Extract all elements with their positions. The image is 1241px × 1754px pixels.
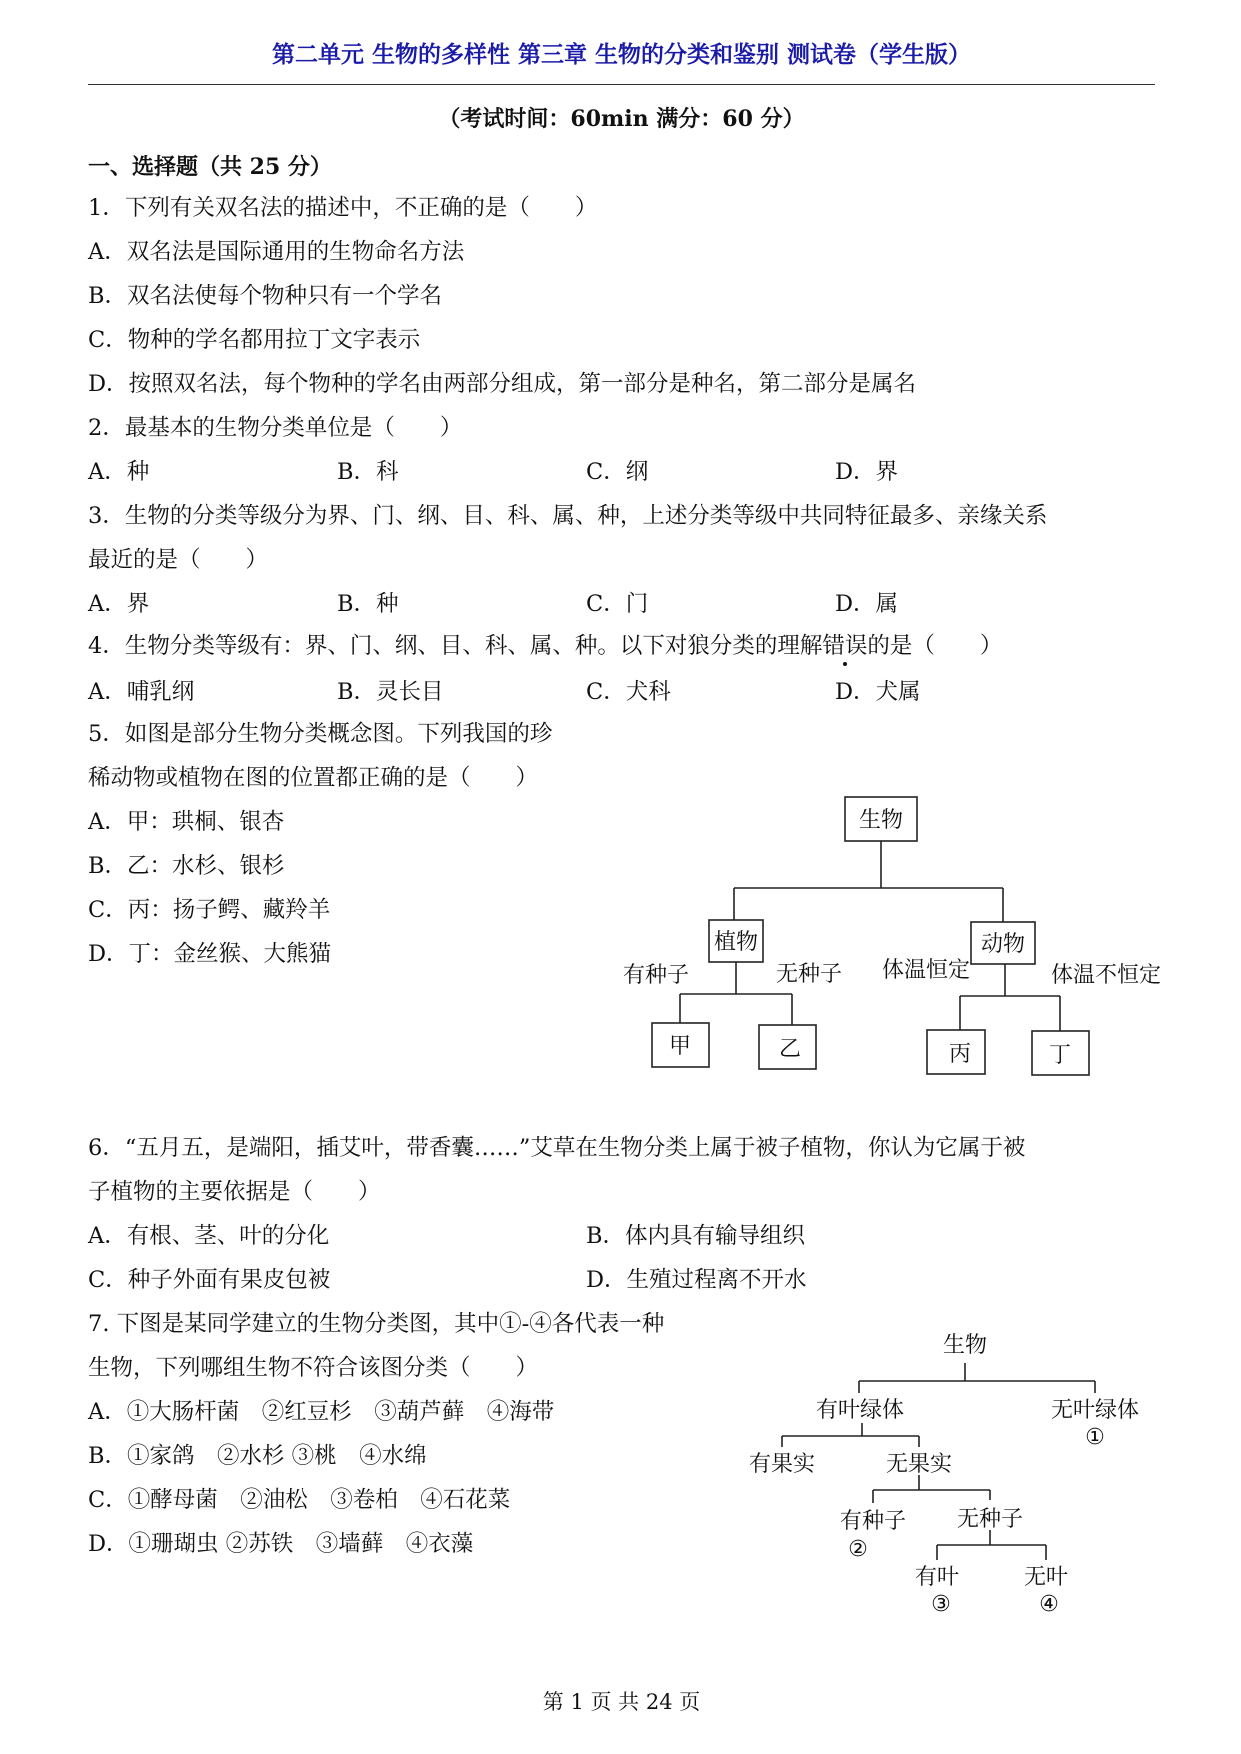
question-7-stem-line1: 7. 下图是某同学建立的生物分类图，其中①-④各代表一种 (88, 1311, 665, 1337)
question-5-option-b: B．乙：水杉、银杉 (88, 853, 285, 879)
question-6-option-b: B．体内具有输导组织 (586, 1223, 806, 1249)
question-5-stem-line2: 稀动物或植物在图的位置都正确的是（ ） (88, 765, 539, 791)
diagram1-plant-label: 植物 (713, 930, 759, 955)
question-3-option-d: D．属 (835, 591, 899, 617)
diagram2-noleaf-label: 无叶 (1023, 1565, 1069, 1590)
question-1-stem: 1．下列有关双名法的描述中，不正确的是（ ） (88, 195, 598, 221)
question-5-option-a: A．甲：珙桐、银杏 (88, 809, 285, 835)
diagram1-var-temp-label: 体温不恒定 (1050, 963, 1162, 988)
question-7-stem-line2: 生物，下列哪组生物不符合该图分类（ ） (88, 1355, 539, 1381)
diagram1-jia-label: 甲 (668, 1034, 692, 1059)
question-3-option-c: C．门 (586, 591, 649, 617)
diagram2-root-label: 生物 (942, 1333, 988, 1358)
diagram1-animal-label: 动物 (980, 932, 1026, 957)
question-5-option-c: C．丙：扬子鳄、藏羚羊 (88, 897, 331, 923)
question-1-option-a: A．双名法是国际通用的生物命名方法 (88, 239, 465, 265)
question-7-option-b: B．①家鸽 ②水杉 ③桃 ④水绵 (88, 1443, 427, 1469)
diagram2-marker-2: ② (848, 1537, 868, 1562)
diagram2-nochloro-label: 无叶绿体 (1050, 1398, 1140, 1423)
question-4-emphasis: 错误 (822, 633, 868, 659)
question-1-option-b: B．双名法使每个物种只有一个学名 (88, 283, 443, 309)
diagram2-leaf-label: 有叶 (914, 1565, 960, 1590)
question-2-option-c: C．纲 (586, 459, 649, 485)
section-title: 一、选择题（共 25 分） (88, 154, 332, 180)
question-3-option-b: B．种 (337, 591, 399, 617)
diagram1-root-label: 生物 (858, 808, 904, 833)
question-4-option-a: A．哺乳纲 (88, 679, 195, 705)
question-7-option-d: D．①珊瑚虫 ②苏铁 ③墙藓 ④衣藻 (88, 1531, 474, 1557)
question-6-option-c: C．种子外面有果皮包被 (88, 1267, 331, 1293)
diagram1-const-temp-label: 体温恒定 (881, 958, 971, 983)
question-2-stem: 2．最基本的生物分类单位是（ ） (88, 415, 463, 441)
question-3-stem-line2: 最近的是（ ） (88, 547, 269, 573)
question-4-stem-part2: 的是（ ） (867, 633, 1003, 659)
diagram1-yi-label: 乙 (778, 1037, 802, 1062)
page-footer: 第 1 页 共 24 页 (542, 1690, 701, 1714)
diagram2-seed-label: 有种子 (839, 1509, 907, 1534)
diagram2-fruit-label: 有果实 (748, 1452, 816, 1477)
diagram2-marker-3: ③ (931, 1592, 951, 1617)
diagram1-bing-label: 丙 (948, 1042, 972, 1067)
question-6-option-d: D．生殖过程离不开水 (586, 1267, 807, 1293)
question-5-option-d: D．丁：金丝猴、大熊猫 (88, 941, 332, 967)
diagram2-noseed-label: 无种子 (956, 1507, 1024, 1532)
question-1-option-c: C．物种的学名都用拉丁文字表示 (88, 327, 421, 353)
question-6-option-a: A．有根、茎、叶的分化 (88, 1223, 330, 1249)
question-6-stem-line1: 6．“五月五，是端阳，插艾叶，带香囊……”艾草在生物分类上属于被子植物，你认为它属于被 (88, 1135, 1026, 1161)
question-2-option-b: B．科 (337, 459, 399, 485)
exam-info: （考试时间：60min 满分：60 分） (438, 106, 805, 132)
question-6-stem-line2: 子植物的主要依据是（ ） (88, 1179, 381, 1205)
diagram2-marker-1: ① (1085, 1425, 1105, 1450)
question-4-option-c: C．犬科 (586, 679, 671, 705)
question-4-option-d: D．犬属 (835, 679, 921, 705)
question-3-option-a: A．界 (88, 591, 150, 617)
question-1-option-d: D．按照双名法，每个物种的学名由两部分组成，第一部分是种名，第二部分是属名 (88, 371, 917, 397)
diagram1-seed-label: 有种子 (622, 963, 690, 988)
question-3-stem-line1: 3．生物的分类等级分为界、门、纲、目、科、属、种，上述分类等级中共同特征最多、亲缘关系 (88, 503, 1048, 529)
diagram2-chloro-label: 有叶绿体 (815, 1398, 905, 1423)
question-2-option-d: D．界 (835, 459, 899, 485)
question-5-stem-line1: 5．如图是部分生物分类概念图。下列我国的珍 (88, 721, 553, 747)
document-header: 第二单元 生物的多样性 第三章 生物的分类和鉴别 测试卷（学生版） (271, 42, 972, 68)
question-7-option-c: C．①酵母菌 ②油松 ③卷柏 ④石花菜 (88, 1487, 511, 1513)
question-7-option-a: A．①大肠杆菌 ②红豆杉 ③葫芦藓 ④海带 (88, 1399, 555, 1425)
diagram1-noseed-label: 无种子 (775, 962, 843, 987)
question-4-option-b: B．灵长目 (337, 679, 444, 705)
diagram2-marker-4: ④ (1039, 1592, 1059, 1617)
question-4-stem-part1: 4．生物分类等级有：界、门、纲、目、科、属、种。以下对狼分类的理解 (88, 633, 823, 659)
diagram2-nofruit-label: 无果实 (885, 1452, 953, 1477)
diagram1-ding-label: 丁 (1048, 1043, 1072, 1068)
question-2-option-a: A．种 (88, 459, 150, 485)
